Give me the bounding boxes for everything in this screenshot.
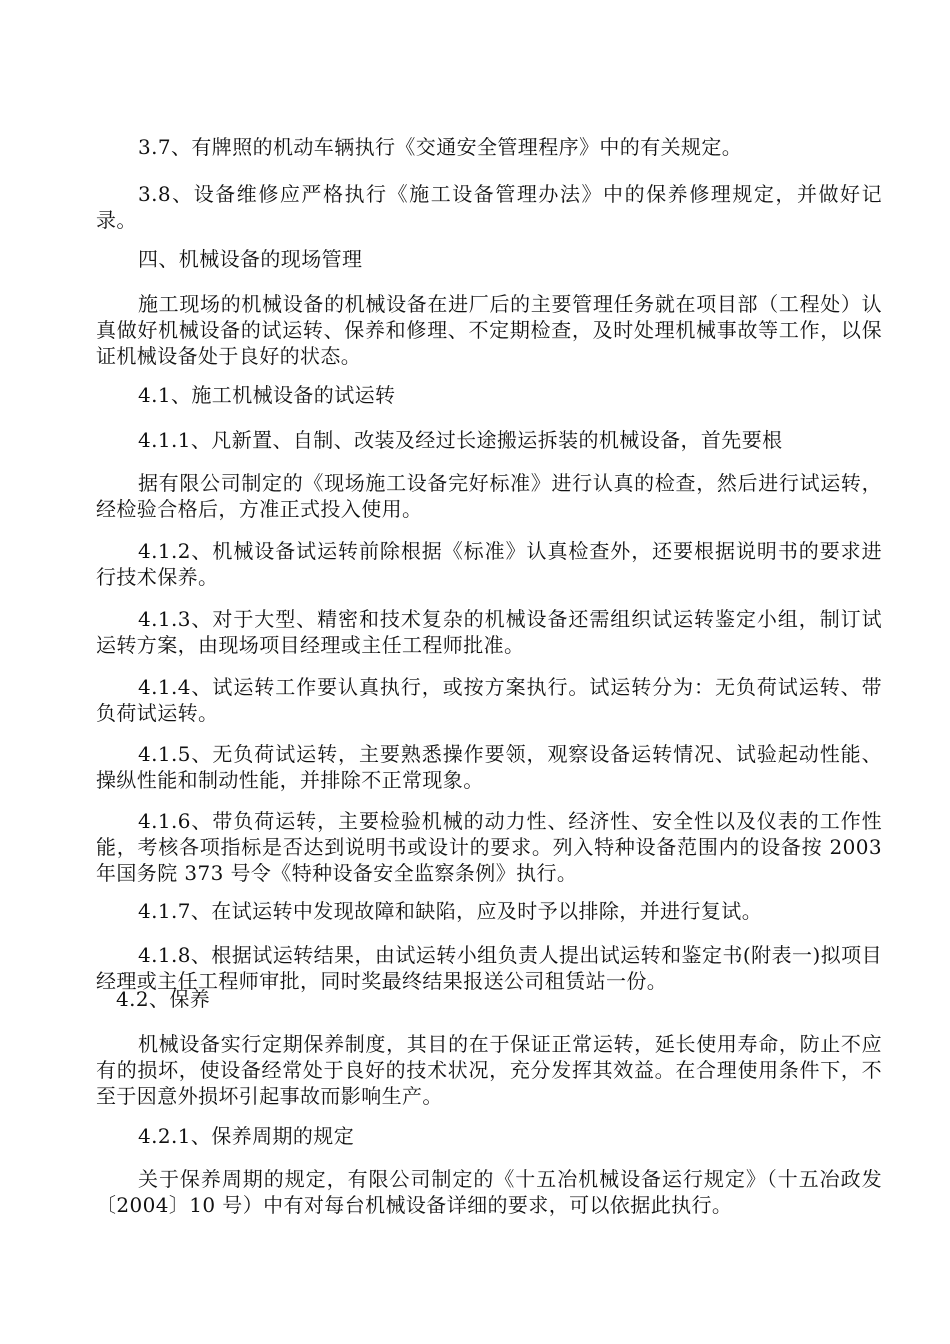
paragraph-4-1-3: 4.1.3、对于大型、精密和技术复杂的机械设备还需组织试运转鉴定小组，制订试运转方案，由现场项目经理或主任工程师批准。 xyxy=(96,607,882,657)
heading-4-2-1: 4.2.1、保养周期的规定 xyxy=(138,1124,355,1148)
paragraph-4-1-7: 4.1.7、在试运转中发现故障和缺陷，应及时予以排除，并进行复试。 xyxy=(138,899,763,923)
paragraph-maintenance-cycle: 关于保养周期的规定，有限公司制定的《十五冶机械设备运行规定》（十五冶政发〔2004〕10 号）中有对每台机械设备详细的要求，可以依据此执行。 xyxy=(96,1167,882,1217)
paragraph-4-1-8: 4.1.8、根据试运转结果，由试运转小组负责人提出试运转和鉴定书(附表一)拟项目经理或主任工程师审批，同时奖最终结果报送公司租赁站一份。 xyxy=(96,943,882,993)
paragraph-4-1-6: 4.1.6、带负荷运转，主要检验机械的动力性、经济性、安全性以及仪表的工作性能，考核各项指标是否达到说明书或设计的要求。列入特种设备范围内的设备按 2003 年国务院 373 号令《特种设备安全监察条例》执行。 xyxy=(96,809,882,885)
paragraph-site-management: 施工现场的机械设备的机械设备在进厂后的主要管理任务就在项目部（工程处）认真做好机械设备的试运转、保养和修理、不定期检查，及时处理机械事故等工作，以保证机械设备处于良好的状态。 xyxy=(96,292,882,368)
paragraph-maintenance: 机械设备实行定期保养制度，其目的在于保证正常运转，延长使用寿命，防止不应有的损坏，使设备经常处于良好的技术状况，充分发挥其效益。在合理使用条件下，不至于因意外损坏引起事故而影响生产。 xyxy=(96,1032,882,1108)
paragraph-4-1-1-continued: 据有限公司制定的《现场施工设备完好标准》进行认真的检查，然后进行试运转，经检验合格后，方准正式投入使用。 xyxy=(96,471,882,521)
paragraph-4-1-4: 4.1.4、试运转工作要认真执行，或按方案执行。试运转分为：无负荷试运转、带负荷试运转。 xyxy=(96,675,882,725)
paragraph-3-8: 3.8、设备维修应严格执行《施工设备管理办法》中的保养修理规定，并做好记录。 xyxy=(96,182,882,232)
section-heading-4: 四、机械设备的现场管理 xyxy=(138,247,363,271)
heading-4-1: 4.1、施工机械设备的试运转 xyxy=(138,383,396,407)
heading-4-2: 4.2、保养 xyxy=(116,987,211,1011)
paragraph-4-1-2: 4.1.2、机械设备试运转前除根据《标准》认真检查外，还要根据说明书的要求进行技术保养。 xyxy=(96,539,882,589)
paragraph-3-7: 3.7、有牌照的机动车辆执行《交通安全管理程序》中的有关规定。 xyxy=(138,135,743,159)
paragraph-4-1-5: 4.1.5、无负荷试运转，主要熟悉操作要领，观察设备运转情况、试验起动性能、操纵性能和制动性能，并排除不正常现象。 xyxy=(96,742,882,792)
paragraph-4-1-1: 4.1.1、凡新置、自制、改装及经过长途搬运拆装的机械设备，首先要根 xyxy=(138,428,783,452)
